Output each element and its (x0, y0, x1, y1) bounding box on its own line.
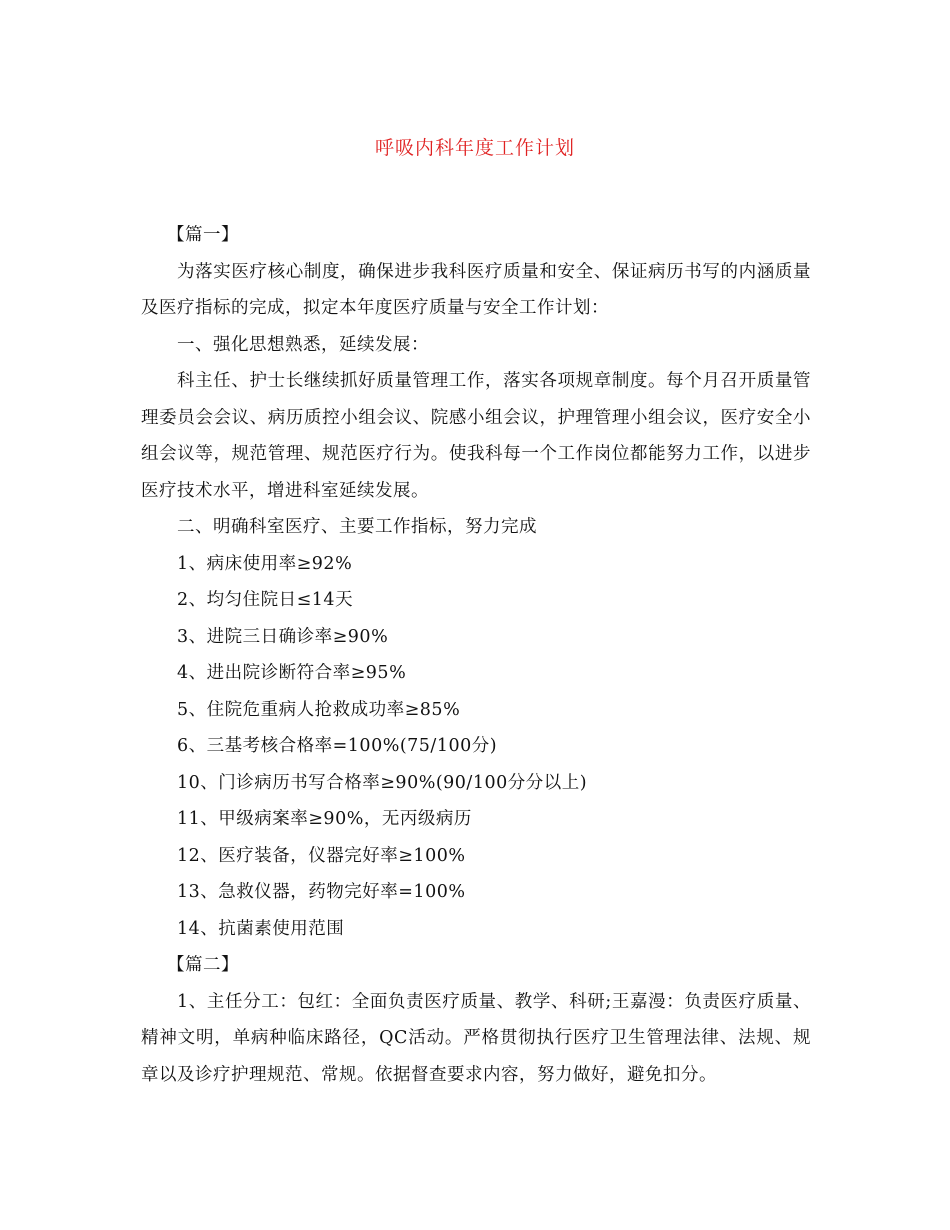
list-item: 14、抗菌素使用范围 (177, 918, 345, 939)
paragraph: 科主任、护士长继续抓好质量管理工作，落实各项规章制度。每个月召开质量管理委员会会议、病历质控小组会议、院感小组会议，护理管理小组会议，医疗安全小组会议等，规范管理、规范医疗行为。使我科每一个工作岗位都能努力工作，以进步医疗技术水平，增进科室延续发展。 (141, 371, 811, 501)
document-title: 呼吸内科年度工作计划 (374, 137, 575, 159)
list-item: 6、三基考核合格率=100%(75/100分) (177, 736, 498, 756)
list-item: 1、病床使用率≥92% (177, 553, 353, 574)
document-body (141, 217, 811, 1093)
list-item: 3、进院三日确诊率≥90% (177, 626, 389, 647)
list-item: 12、医疗装备，仪器完好率≥100% (177, 845, 466, 866)
list-item: 11、甲级病案率≥90%，无丙级病历 (177, 809, 472, 829)
list-item: 13、急救仪器，药物完好率=100% (177, 882, 466, 902)
paragraph: 1、主任分工：包红：全面负责医疗质量、教学、科研;王嘉漫：负责医疗质量、精神文明，单病种临床路径，QC活动。严格贯彻执行医疗卫生管理法律、法规、规章以及诊疗护理规范、常规。依据督查要求内容，努力做好，避免扣分。 (141, 991, 811, 1085)
list-item: 2、均匀住院日≤14天 (177, 590, 354, 610)
paragraph: 为落实医疗核心制度，确保进步我科医疗质量和安全、保证病历书写的内涵质量及医疗指标的完成，拟定本年度医疗质量与安全工作计划： (141, 261, 811, 318)
list-item: 5、住院危重病人抢救成功率≥85% (177, 699, 461, 720)
paragraph: 一、强化思想熟悉，延续发展： (177, 334, 429, 355)
section-heading: 【篇一】 (167, 225, 239, 245)
list-item: 4、进出院诊断符合率≥95% (177, 663, 407, 683)
paragraph: 二、明确科室医疗、主要工作指标，努力完成 (177, 517, 537, 537)
list-item: 10、门诊病历书写合格率≥90%(90/100分分以上) (177, 772, 588, 793)
section-heading: 【篇二】 (167, 955, 239, 975)
